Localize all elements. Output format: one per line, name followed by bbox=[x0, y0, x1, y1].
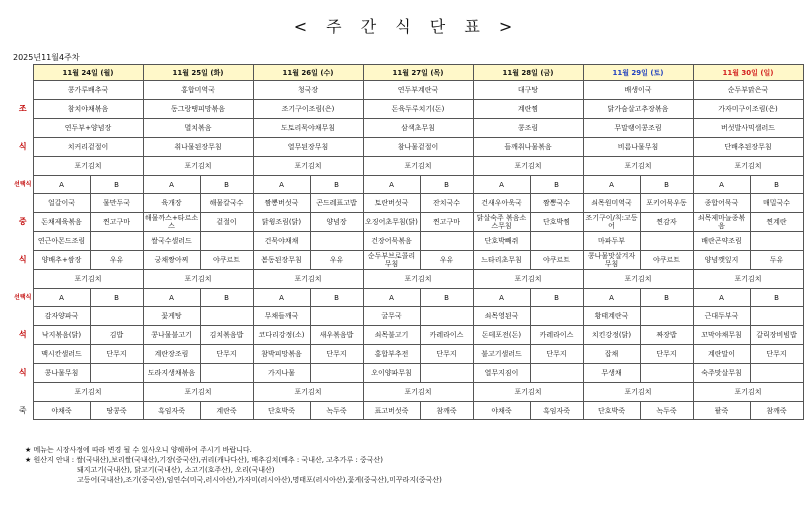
menu-item-b: 단무지 bbox=[640, 345, 693, 364]
menu-item-a: 짬뽕버섯국 bbox=[253, 194, 310, 213]
page-title: < 주 간 식 단 표 > bbox=[293, 17, 517, 36]
menu-item: 포기김치 bbox=[143, 157, 253, 176]
porridge-item-a: 팥죽 bbox=[693, 402, 750, 420]
option-b-label: B bbox=[200, 289, 253, 307]
menu-item: 열무된장무침 bbox=[253, 138, 363, 157]
menu-item: 들깨취나물볶음 bbox=[473, 138, 583, 157]
menu-item-b: 단무지 bbox=[200, 345, 253, 364]
menu-item-b: 두유 bbox=[750, 251, 803, 270]
menu-item-a: 홍합부추전 bbox=[363, 345, 420, 364]
menu-item-b: 카레라이스 bbox=[530, 326, 583, 345]
menu-item: 홍합미역국 bbox=[143, 81, 253, 100]
menu-item-a: 배란곤약조림 bbox=[693, 232, 750, 251]
porridge-item-b: 참깨죽 bbox=[750, 402, 803, 420]
menu-item-a: 맥시칸샐러드 bbox=[33, 345, 90, 364]
menu-item: 포기김치 bbox=[473, 270, 583, 289]
menu-item-b: 겉절이 bbox=[200, 213, 253, 232]
meal-label bbox=[13, 270, 33, 289]
meal-label: 식 bbox=[18, 142, 27, 151]
porridge-label: 죽 bbox=[18, 405, 27, 415]
menu-item-b bbox=[640, 364, 693, 383]
option-a-label: A bbox=[473, 176, 530, 194]
meal-label: 식 bbox=[18, 255, 27, 264]
menu-item-b: 해물칼국수 bbox=[200, 194, 253, 213]
menu-item-a: 가지나물 bbox=[253, 364, 310, 383]
menu-item-a: 돈채제육볶음 bbox=[33, 213, 90, 232]
option-a-label: A bbox=[693, 176, 750, 194]
menu-item-b: 포키어묵우동 bbox=[640, 194, 693, 213]
meal-label bbox=[13, 119, 33, 138]
menu-item-a: 건묵야채채 bbox=[253, 232, 310, 251]
menu-item-b bbox=[200, 307, 253, 326]
option-a-label: A bbox=[143, 176, 200, 194]
menu-item-b: 단무지 bbox=[310, 345, 363, 364]
menu-item-b: 갈릭장비빔밥 bbox=[750, 326, 803, 345]
menu-item-b: 야쿠르트 bbox=[640, 251, 693, 270]
option-a-label: A bbox=[33, 176, 90, 194]
menu-item-b bbox=[420, 232, 473, 251]
porridge-item-b: 녹두죽 bbox=[310, 402, 363, 420]
menu-item-a: 도라지생채볶음 bbox=[143, 364, 200, 383]
meal-label: 석 bbox=[18, 330, 27, 339]
menu-item-a: 계란말이 bbox=[693, 345, 750, 364]
menu-item-b: 카레라이스 bbox=[420, 326, 473, 345]
menu-item-a: 참박피망볶음 bbox=[253, 345, 310, 364]
option-b-label: B bbox=[90, 176, 143, 194]
menu-item-a: 꼬막야채무침 bbox=[693, 326, 750, 345]
menu-item-b bbox=[90, 307, 143, 326]
option-a-label: A bbox=[253, 289, 310, 307]
menu-item-a: 연근아몬드조림 bbox=[33, 232, 90, 251]
menu-item: 대구탕 bbox=[473, 81, 583, 100]
notes-section bbox=[25, 445, 442, 485]
menu-item: 삼색초무침 bbox=[363, 119, 473, 138]
menu-item-b: 우유 bbox=[420, 251, 473, 270]
option-a-label: A bbox=[253, 176, 310, 194]
menu-item-a: 치킨강정(닭) bbox=[583, 326, 640, 345]
menu-item: 포기김치 bbox=[583, 383, 693, 402]
menu-item: 콩조림 bbox=[473, 119, 583, 138]
option-b-label: B bbox=[750, 289, 803, 307]
option-b-label: B bbox=[90, 289, 143, 307]
meal-label bbox=[13, 81, 33, 100]
porridge-item-b: 녹두죽 bbox=[640, 402, 693, 420]
day-header: 11월 30일 (일) bbox=[693, 65, 803, 81]
menu-item-b: 단무지 bbox=[90, 345, 143, 364]
option-a-label: A bbox=[473, 289, 530, 307]
meal-label bbox=[13, 194, 33, 213]
porridge-item-a: 흑임자죽 bbox=[143, 402, 200, 420]
menu-item-b bbox=[310, 232, 363, 251]
menu-item-b bbox=[200, 232, 253, 251]
menu-table bbox=[13, 64, 804, 420]
menu-item: 조기구이조림(은) bbox=[253, 100, 363, 119]
menu-item: 포기김치 bbox=[363, 157, 473, 176]
menu-item-a: 돈테포전(돈) bbox=[473, 326, 530, 345]
porridge-item-a: 단호박죽 bbox=[583, 402, 640, 420]
menu-item-a: 근대두부국 bbox=[693, 307, 750, 326]
menu-item: 연두부+양념장 bbox=[33, 119, 143, 138]
menu-item: 도토리묵야채무침 bbox=[253, 119, 363, 138]
menu-item-a: 황태계란국 bbox=[583, 307, 640, 326]
menu-item: 포기김치 bbox=[253, 270, 363, 289]
meal-label: 식 bbox=[18, 368, 27, 377]
menu-item-a: 닭윙조림(닭) bbox=[253, 213, 310, 232]
menu-item-a: 순두부브로콜리무침 bbox=[363, 251, 420, 270]
menu-item-a: 양배추+쌈장 bbox=[33, 251, 90, 270]
day-header: 11월 25일 (화) bbox=[143, 65, 253, 81]
porridge-item-a: 표고버섯죽 bbox=[363, 402, 420, 420]
menu-item: 닭가슴살고추장볶음 bbox=[583, 100, 693, 119]
note-line: 고등어(국내산),조기(중국산),임연수(미국,러시아산),가자미(러시아산),명태포(러시아산),꽃게(중국산),미꾸라지(중국산) bbox=[77, 476, 442, 484]
menu-item-a: 코다리강정(소) bbox=[253, 326, 310, 345]
menu-item-a: 양념깻잎지 bbox=[693, 251, 750, 270]
menu-item-a: 쇠목영된국 bbox=[473, 307, 530, 326]
menu-item: 동그랑땡피망볶음 bbox=[143, 100, 253, 119]
menu-item: 무말랭이콩조림 bbox=[583, 119, 693, 138]
menu-item-a: 얼갈이국 bbox=[33, 194, 90, 213]
menu-item-a: 숙주맛살무침 bbox=[693, 364, 750, 383]
note-line: ★ 원산지 안내 : 쌀(국내산),보리쌀(국내산),기장(중국산),귀리(캐나다산), 배추김치(배추 : 국내산, 고추가루 : 중국산) bbox=[25, 456, 384, 464]
menu-item: 포기김치 bbox=[583, 270, 693, 289]
menu-item-b bbox=[90, 364, 143, 383]
menu-item-b: 새우볶음밥 bbox=[310, 326, 363, 345]
option-a-label: A bbox=[33, 289, 90, 307]
menu-item: 포기김치 bbox=[33, 383, 143, 402]
menu-item: 버섯발사믹샐러드 bbox=[693, 119, 803, 138]
menu-item: 단배추된장무침 bbox=[693, 138, 803, 157]
menu-item: 연두부계란국 bbox=[363, 81, 473, 100]
day-header: 11월 24일 (월) bbox=[33, 65, 143, 81]
porridge-item-a: 단호박죽 bbox=[253, 402, 310, 420]
option-a-label: A bbox=[363, 289, 420, 307]
menu-item-b bbox=[530, 364, 583, 383]
menu-item: 포기김치 bbox=[693, 270, 803, 289]
corner-cell bbox=[13, 65, 33, 81]
menu-item: 포기김치 bbox=[693, 383, 803, 402]
menu-item-b bbox=[750, 364, 803, 383]
menu-item: 순두부맑은국 bbox=[693, 81, 803, 100]
menu-item-a: 콩나물무침 bbox=[33, 364, 90, 383]
option-b-label: B bbox=[640, 289, 693, 307]
menu-item: 포기김치 bbox=[693, 157, 803, 176]
menu-item-b: 잔치국수 bbox=[420, 194, 473, 213]
menu-item-b bbox=[420, 364, 473, 383]
menu-item-b bbox=[530, 307, 583, 326]
menu-item: 포기김치 bbox=[363, 270, 473, 289]
option-a-label: A bbox=[143, 289, 200, 307]
menu-item-a: 오이양파무침 bbox=[363, 364, 420, 383]
day-header: 11월 28일 (금) bbox=[473, 65, 583, 81]
menu-item: 포기김치 bbox=[473, 157, 583, 176]
note-line: ★ 메뉴는 시장사정에 따라 변경 될 수 있사오니 양해하여 주시기 바랍니다. bbox=[25, 446, 252, 454]
note-line: 돼지고기(국내산), 닭고기(국내산), 소고기(호주산), 오리(국내산) bbox=[77, 466, 275, 474]
menu-item-b: 곤드레표고밥 bbox=[310, 194, 363, 213]
menu-item-a: 쇠목제마늘종볶음 bbox=[693, 213, 750, 232]
option-b-label: B bbox=[640, 176, 693, 194]
menu-item-b: 짬뽕국수 bbox=[530, 194, 583, 213]
menu-item-b: 단무지 bbox=[530, 345, 583, 364]
menu-item-a: 느타리초무침 bbox=[473, 251, 530, 270]
menu-item-a: 닭살숙주 볶음소스무침 bbox=[473, 213, 530, 232]
menu-item: 포기김치 bbox=[363, 383, 473, 402]
menu-item-b: 우유 bbox=[310, 251, 363, 270]
menu-item-a: 무생채 bbox=[583, 364, 640, 383]
menu-item-a: 궁채짱아찌 bbox=[143, 251, 200, 270]
menu-item-b: 찐고구마 bbox=[420, 213, 473, 232]
menu-item-a: 단호박빼쥐 bbox=[473, 232, 530, 251]
select-label: 선택식 bbox=[14, 293, 32, 301]
menu-item-b: 김밥 bbox=[90, 326, 143, 345]
menu-item: 포기김치 bbox=[253, 157, 363, 176]
menu-item: 포기김치 bbox=[33, 270, 143, 289]
day-header: 11월 26일 (수) bbox=[253, 65, 363, 81]
menu-item-b bbox=[640, 307, 693, 326]
menu-item-a: 쌀국수샐러드 bbox=[143, 232, 200, 251]
menu-item-b: 야쿠르트 bbox=[200, 251, 253, 270]
menu-item: 배생이국 bbox=[583, 81, 693, 100]
menu-item-a: 콩나물불고기 bbox=[143, 326, 200, 345]
menu-item-b: 단무지 bbox=[750, 345, 803, 364]
menu-item-a: 오징어초무침(닭) bbox=[363, 213, 420, 232]
option-b-label: B bbox=[530, 289, 583, 307]
menu-item-b: 우유 bbox=[90, 251, 143, 270]
menu-item: 포기김치 bbox=[583, 157, 693, 176]
menu-item-a: 건장어묵볶음 bbox=[363, 232, 420, 251]
option-a-label: A bbox=[583, 176, 640, 194]
menu-item-b bbox=[750, 307, 803, 326]
menu-item: 포기김치 bbox=[143, 270, 253, 289]
menu-item: 참치야채볶음 bbox=[33, 100, 143, 119]
menu-item-a: 계란장조림 bbox=[143, 345, 200, 364]
menu-item-b bbox=[640, 232, 693, 251]
menu-item-a: 열무지짐이 bbox=[473, 364, 530, 383]
menu-item: 비름나물무침 bbox=[583, 138, 693, 157]
menu-item: 포기김치 bbox=[143, 383, 253, 402]
menu-item: 포기김치 bbox=[473, 383, 583, 402]
menu-item: 멸치볶음 bbox=[143, 119, 253, 138]
menu-item-a: 쇠목원미역국 bbox=[583, 194, 640, 213]
option-b-label: B bbox=[750, 176, 803, 194]
porridge-item-b: 계란죽 bbox=[200, 402, 253, 420]
meal-label bbox=[13, 383, 33, 402]
menu-item-b: 김치볶음밥 bbox=[200, 326, 253, 345]
meal-label bbox=[13, 307, 33, 326]
menu-item-b bbox=[200, 364, 253, 383]
porridge-item-b: 땅콩죽 bbox=[90, 402, 143, 420]
menu-item-b: 단호박찜 bbox=[530, 213, 583, 232]
meal-label: 중 bbox=[18, 217, 27, 226]
porridge-item-b: 흑임자죽 bbox=[530, 402, 583, 420]
option-b-label: B bbox=[310, 176, 363, 194]
day-header: 11월 29일 (토) bbox=[583, 65, 693, 81]
menu-item-b bbox=[310, 307, 363, 326]
menu-item-a: 토란버섯국 bbox=[363, 194, 420, 213]
porridge-item-a: 야채죽 bbox=[473, 402, 530, 420]
menu-item: 청국장 bbox=[253, 81, 363, 100]
menu-item-b bbox=[420, 307, 473, 326]
meal-label bbox=[13, 157, 33, 176]
option-b-label: B bbox=[530, 176, 583, 194]
option-b-label: B bbox=[420, 289, 473, 307]
menu-item-a: 종합어묵국 bbox=[693, 194, 750, 213]
menu-item-b: 양념장 bbox=[310, 213, 363, 232]
menu-item-a: 굴무국 bbox=[363, 307, 420, 326]
menu-item-a: 건새우아욱국 bbox=[473, 194, 530, 213]
meal-label: 조 bbox=[18, 104, 27, 113]
menu-item-b: 짜장밥 bbox=[640, 326, 693, 345]
menu-item-b bbox=[530, 232, 583, 251]
menu-item-b bbox=[90, 232, 143, 251]
menu-item-a: 봄동된장무침 bbox=[253, 251, 310, 270]
option-a-label: A bbox=[583, 289, 640, 307]
meal-label bbox=[13, 345, 33, 364]
menu-item-a: 콩나물맛살겨자무침 bbox=[583, 251, 640, 270]
menu-item-b bbox=[310, 364, 363, 383]
porridge-item-a: 야채죽 bbox=[33, 402, 90, 420]
menu-item: 콩가루배추국 bbox=[33, 81, 143, 100]
menu-item-b: 매밀국수 bbox=[750, 194, 803, 213]
menu-item-b: 단무지 bbox=[420, 345, 473, 364]
meal-label bbox=[13, 232, 33, 251]
menu-item-a: 육개장 bbox=[143, 194, 200, 213]
menu-item-b: 찐고구마 bbox=[90, 213, 143, 232]
menu-item-a: 꽃게탕 bbox=[143, 307, 200, 326]
menu-item-a: 감자양파국 bbox=[33, 307, 90, 326]
menu-item-b bbox=[750, 232, 803, 251]
menu-item-a: 무채들깨국 bbox=[253, 307, 310, 326]
menu-item-a: 낙지볶음(닭) bbox=[33, 326, 90, 345]
menu-item-b: 찐계란 bbox=[750, 213, 803, 232]
menu-item-b: 찐감자 bbox=[640, 213, 693, 232]
menu-item: 취나물된장무침 bbox=[143, 138, 253, 157]
menu-item: 포기김치 bbox=[253, 383, 363, 402]
option-a-label: A bbox=[693, 289, 750, 307]
option-b-label: B bbox=[200, 176, 253, 194]
option-a-label: A bbox=[363, 176, 420, 194]
menu-item: 돈육두루치기(돈) bbox=[363, 100, 473, 119]
porridge-item-b: 참깨죽 bbox=[420, 402, 473, 420]
menu-item: 계란찜 bbox=[473, 100, 583, 119]
menu-item-a: 잡채 bbox=[583, 345, 640, 364]
week-label: 2025년11월4주차 bbox=[13, 53, 80, 62]
menu-item: 참나물겉절이 bbox=[363, 138, 473, 157]
menu-item-b: 야쿠르트 bbox=[530, 251, 583, 270]
select-label: 선택식 bbox=[14, 180, 32, 188]
day-header: 11월 27일 (목) bbox=[363, 65, 473, 81]
menu-item-a: 해물까스+타르소스 bbox=[144, 214, 199, 230]
menu-item: 포기김치 bbox=[33, 157, 143, 176]
menu-item-a: 마파두부 bbox=[583, 232, 640, 251]
option-b-label: B bbox=[310, 289, 363, 307]
option-b-label: B bbox=[420, 176, 473, 194]
menu-item: 치커리겉절이 bbox=[33, 138, 143, 157]
menu-item-a: 불고기샐러드 bbox=[473, 345, 530, 364]
menu-item-b: 물만두국 bbox=[90, 194, 143, 213]
menu-item-a: 쇠목불고기 bbox=[363, 326, 420, 345]
menu-item-a: 조기구이/칙:고등어 bbox=[583, 213, 640, 232]
menu-item: 가자미구이조림(은) bbox=[693, 100, 803, 119]
